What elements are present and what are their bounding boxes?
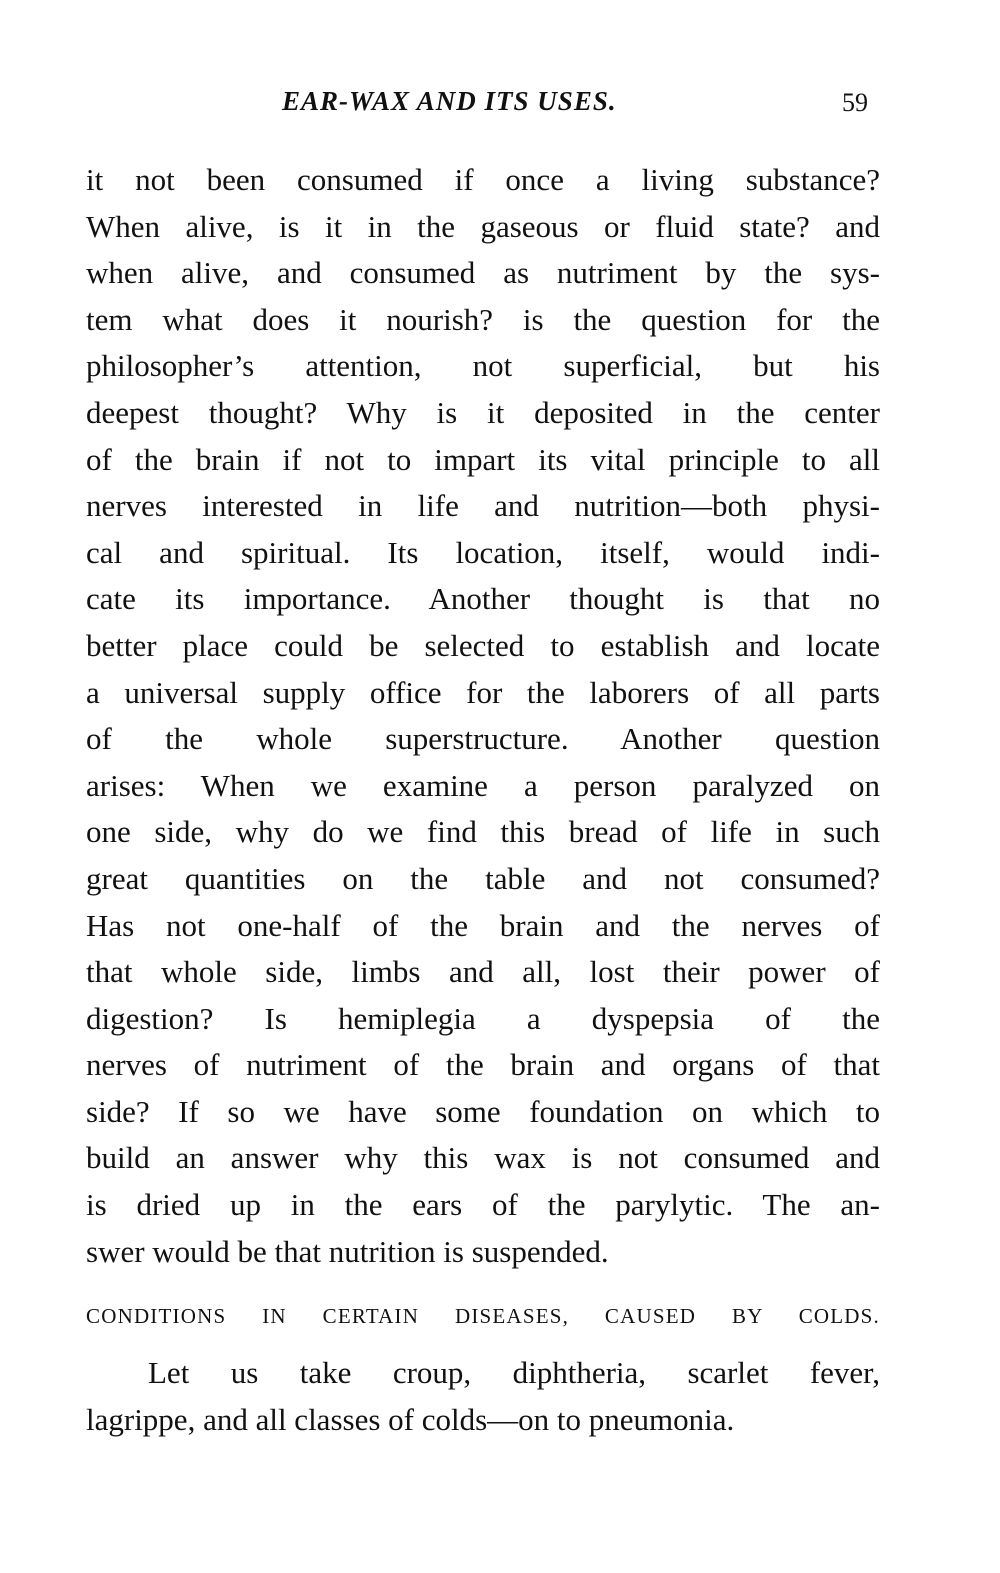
text-line: arises: When we examine a person paralyzed on: [86, 767, 880, 803]
text-line: nerves of nutriment of the brain and organs of that: [86, 1047, 880, 1083]
text-line: better place could be selected to establish and locate: [86, 627, 880, 663]
text-line: Let us take croup, diphtheria, scarlet fever,: [148, 1355, 880, 1390]
text-line: cate its importance. Another thought is that no: [86, 581, 880, 617]
text-line: digestion? Is hemiplegia a dyspepsia of the: [86, 1000, 880, 1036]
running-title: EAR-WAX AND ITS USES.: [282, 86, 617, 116]
body-paragraph: [86, 157, 880, 1275]
text-line: it not been consumed if once a living substance?: [86, 162, 880, 197]
text-line: of the whole superstructure. Another question: [86, 721, 880, 757]
text-line: build an answer why this wax is not consumed and: [86, 1140, 880, 1176]
text-line: tem what does it nourish? is the question for the: [86, 301, 880, 337]
text-line: cal and spiritual. Its location, itself, would indi-: [86, 534, 880, 570]
text-line: of the brain if not to impart its vital principle to all: [86, 441, 880, 477]
text-line: when alive, and consumed as nutriment by the sys-: [86, 255, 880, 291]
section-paragraph: [86, 1350, 880, 1443]
text-line: a universal supply office for the laborers of all parts: [86, 674, 880, 710]
text-line: deepest thought? Why is it deposited in the center: [86, 394, 880, 430]
text-line: philosopher’s attention, not superficial, but his: [86, 348, 880, 384]
text-line: that whole side, limbs and all, lost their power of: [86, 954, 880, 990]
page-number: 59: [842, 88, 868, 117]
text-line: is dried up in the ears of the parylytic. The an-: [86, 1187, 880, 1223]
text-line: swer would be that nutrition is suspended.: [86, 1233, 609, 1269]
text-line: lagrippe, and all classes of colds—on to pneumonia.: [86, 1401, 735, 1437]
text-line: side? If so we have some foundation on which to: [86, 1093, 880, 1129]
running-head: [0, 86, 1000, 126]
text-line: When alive, is it in the gaseous or fluid state? and: [86, 208, 880, 244]
text-line: Has not one-half of the brain and the nerves of: [86, 907, 880, 943]
text-line: nerves interested in life and nutrition—both physi-: [86, 488, 880, 524]
section-heading: CONDITIONS IN CERTAIN DISEASES, CAUSED BY COLDS.: [86, 1304, 880, 1328]
text-line: great quantities on the table and not consumed?: [86, 860, 880, 896]
text-line: one side, why do we find this bread of life in such: [86, 814, 880, 850]
